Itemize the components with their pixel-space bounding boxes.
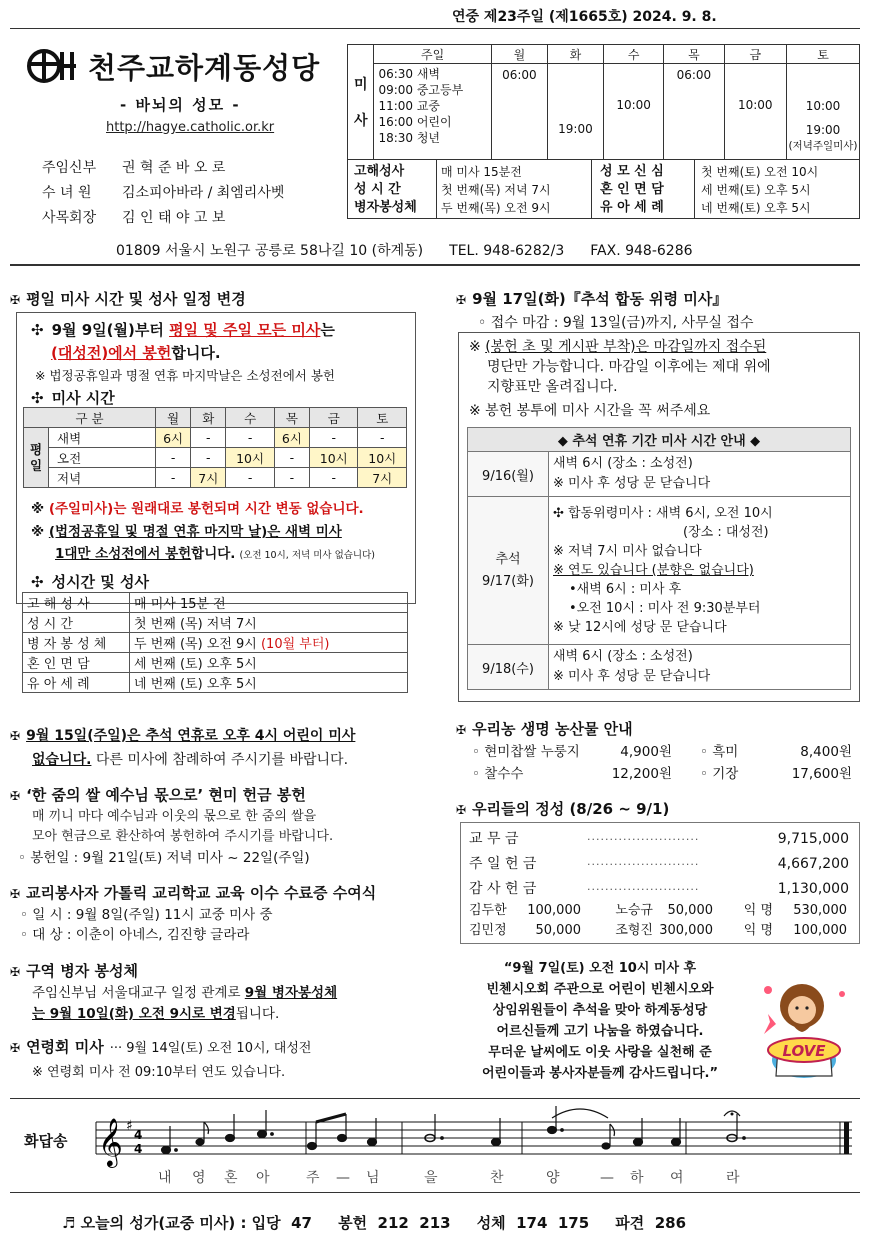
slur-icon bbox=[552, 1109, 608, 1118]
sunday-mass-times: 06:30 새벽 09:00 중고등부 11:00 교중 16:00 어린이 18:30 청년 bbox=[374, 64, 491, 160]
church-url-link[interactable]: http://hagye.catholic.or.kr bbox=[106, 120, 275, 135]
love-text: LOVE bbox=[782, 1042, 826, 1060]
notice-line-1: ✣ 9월 9일(월)부터 평일 및 주일 모든 미사는 bbox=[31, 321, 335, 339]
header-bottom-rule bbox=[10, 264, 860, 266]
memorial-notice: ※ (봉헌 초 및 게시판 부착)은 마감일까지 접수된 명단만 가능합니다. 마감일 이후에는 제대 위에 지향표만 올려집니다. ※ 봉헌 봉투에 미사 시간을 꼭 써주세요 bbox=[469, 339, 771, 419]
offering-title: ✠ 우리들의 정성 (8/26 ~ 9/1) bbox=[456, 800, 670, 818]
psalm-music-staff bbox=[90, 1104, 858, 1186]
music-bottom-rule bbox=[10, 1192, 860, 1193]
svg-text:을: 을 bbox=[424, 1170, 438, 1186]
note-line-2: ※ (법정공휴일 및 명절 연휴 마지막 날)은 새벽 미사 bbox=[31, 524, 342, 540]
union-mass-section: ✠ 연령회 미사 ··· 9월 14일(토) 오전 10시, 대성전 ※ 연령회 미사 전 09:10부터 연도 있습니다. bbox=[10, 1038, 312, 1080]
svg-text:혼: 혼 bbox=[224, 1170, 238, 1186]
svg-text:찬: 찬 bbox=[490, 1170, 504, 1186]
time-sig-bottom: 4 bbox=[134, 1142, 143, 1156]
mass-time-subtitle: ✣ 미사 시간 bbox=[31, 389, 115, 407]
header-rule bbox=[10, 28, 860, 29]
farm-section: ✠ 우리농 생명 농산물 안내 ◦ 현미찹쌀 누룽지 4,900원 ◦ 흑미 8,400원 ◦ 찰수수 12,200원 ◦ 기장 17,600원 bbox=[456, 720, 852, 782]
address-line: 01809 서울시 노원구 공릉로 58나길 10 (하계동) TEL. 948-6282/3 FAX. 948-6286 bbox=[116, 243, 693, 259]
staff-row: 사목회장 김 인 태 야 고 보 bbox=[42, 210, 226, 226]
jesus-cartoon-icon bbox=[750, 976, 858, 1080]
treble-clef-icon: 𝄞 bbox=[98, 1117, 123, 1166]
memorial-section-title: ✠ 9월 17일(화)『추석 합동 위령 미사』 bbox=[456, 290, 728, 308]
svg-text:내: 내 bbox=[158, 1170, 172, 1186]
music-top-rule bbox=[10, 1098, 860, 1099]
sacrament-summary: 고해성사 성 시 간 병자봉성체 매 미사 15분전 첫 번째(목) 저녁 7시 두 번째(목) 오전 9시 성 모 신 심 혼 인 면 담 유 아 세 례 첫 번째(토) 오전 10시 세 번째(토) 오후 5시 네 번째(토) 오후 5시 bbox=[348, 160, 860, 219]
svg-text:영: 영 bbox=[192, 1170, 206, 1186]
children-mass-notice: ✠ 9월 15일(주일)은 추석 연휴로 오후 4시 어린이 미사 없습니다. 다른 미사에 참례하여 주시기를 바랍니다. bbox=[10, 728, 356, 768]
svg-text:라: 라 bbox=[726, 1170, 740, 1186]
offering-row: 주 일 헌 금 ························· 4,667,200 bbox=[469, 856, 849, 872]
cross-logo-icon bbox=[26, 48, 86, 84]
svg-text:아: 아 bbox=[256, 1170, 270, 1186]
rice-offering-section: ✠ ‘한 줌의 쌀 예수님 몫으로’ 현미 헌금 봉헌 매 끼니 마다 예수님과 이웃의 몫으로 한 줌의 쌀을 모아 현금으로 환산하여 봉헌하여 주시기를 바랍니다. ◦ 봉헌일 : 9월 21일(토) 저녁 미사 ~ 22일(주일) bbox=[10, 786, 334, 866]
svg-text:하: 하 bbox=[630, 1170, 644, 1186]
catechist-section: ✠ 교리봉사자 가톨릭 교리학교 교육 이수 수료증 수여식 ◦ 일 시 : 9월 8일(주일) 11시 교중 미사 중 ◦ 대 상 : 이춘이 아네스, 김진향 글라라 bbox=[10, 884, 377, 943]
donor-row: 김민정 50,000 조형진 300,000 익 명 100,000 bbox=[469, 923, 847, 938]
issue-line: 연중 제23주일 (제1665호) 2024. 9. 8. bbox=[452, 9, 717, 25]
sacrament-subtitle: ✣ 성시간 및 성사 bbox=[31, 573, 149, 591]
svg-text:—: — bbox=[600, 1170, 614, 1186]
offering-row: 교 무 금 ························· 9,715,000 bbox=[469, 831, 849, 847]
weekday-notice-box bbox=[16, 312, 416, 604]
church-name: 천주교하계동성당 bbox=[88, 51, 321, 85]
sharp-icon: ♯ bbox=[126, 1118, 133, 1134]
svg-text:—: — bbox=[336, 1170, 350, 1186]
offering-row: 감 사 헌 금 ························· 1,130,000 bbox=[469, 881, 849, 897]
sick-communion-section: ✠ 구역 병자 봉성체 주임신부님 서울대교구 일정 관계로 9월 병자봉성체 는 9월 10일(화) 오전 9시로 변경됩니다. bbox=[10, 962, 338, 1022]
weekday-schedule-table: 구 분 월 화 수 목 금 토 평 일 새벽 6시 - - 6시 - - 오전 - - 10시 - 10시 10시 저녁 - 7시 - - - 7시 bbox=[23, 407, 407, 488]
thanks-message: “9월 7일(토) 오전 10시 미사 후 빈첸시오회 주관으로 어린이 빈첸시오와 상임위원들이 추석을 맞아 하계동성당 어르신들께 고기 나눔을 하였습니다. 무더운 날씨에도 이웃 사랑을 실천해 준 어린이들과 봉사자분들께 감사드립니다.” bbox=[481, 961, 719, 1081]
patron-name: - 바뇌의 성모 - bbox=[120, 96, 241, 114]
notice-line-2: (대성전)에서 봉헌합니다. bbox=[51, 344, 221, 362]
psalm-label: 화답송 bbox=[24, 1132, 68, 1150]
memorial-box bbox=[458, 332, 860, 702]
staff-row: 수 녀 원 김소피아바라 / 최엠리사벳 bbox=[42, 185, 285, 201]
weekday-section-title: ✠ 평일 미사 시간 및 성사 일정 변경 bbox=[10, 290, 246, 308]
church-logo bbox=[26, 48, 86, 84]
sacrament-table: 고 해 성 사 매 미사 15분 전 성 시 간 첫 번째 (목) 저녁 7시 병 자 봉 성 체 두 번째 (목) 오전 9시 (10월 부터) 혼 인 면 담 세 번째 (토) 오후 5시 유 아 세 례 네 번째 (토) 오후 5시 bbox=[22, 592, 408, 693]
donor-row: 김두한 100,000 노승규 50,000 익 명 530,000 bbox=[469, 903, 847, 918]
jesus-love-cartoon bbox=[750, 976, 858, 1080]
staff-row: 주임신부 권 혁 준 바 오 로 bbox=[42, 160, 226, 176]
notice-line-3: ※ 법정공휴일과 명절 연휴 마지막날은 소성전에서 봉헌 bbox=[35, 368, 335, 383]
mass-schedule-table: 미 사 주일 월 화 수 목 금 토 06:30 새벽 09:00 중고등부 11:00 교중 16:00 어린이 18:30 청년 06:00 19:00 10:00 06:00 10:00 10:00 19:00 (저녁주일미사) 고해성사 성 시 간 병자봉성체 매 미사 15분전 첫 번째(목) 저녁 7시 두 번째(목) 오전 9시 성 모 신 심 혼 인 면 담 유 아 세 례 첫 번째(토) 오전 10시 세 번째(토) 오후 5시 네 번째(토) 오후 5시 bbox=[347, 44, 860, 219]
note-line-3: 1대만 소성전에서 봉헌합니다. (오전 10시, 저녁 미사 없습니다) bbox=[55, 546, 375, 562]
staff-list bbox=[42, 156, 284, 231]
svg-text:여: 여 bbox=[670, 1170, 684, 1186]
offering-box bbox=[460, 822, 860, 944]
psalm-lyrics bbox=[158, 1169, 740, 1186]
chuseok-mass-table: ◆ 추석 연휴 기간 미사 시간 안내 ◆ 9/16(월) 새벽 6시 (장소 : 소성전) ※ 미사 후 성당 문 닫습니다 추석 9/17(화) ✣ 합동위령미사 : 새벽 6시, 오전 10시 (장소 : 대성전) ※ 저녁 7시 미사 없습니다 ※ 연도 있습니다 (분향은 없습니다) •새벽 6시 : 미사 후 •오전 10시 : 미사 전 9:30분부터 ※ 낮 12시에 성당 문 닫습니다 9/18(수) 새벽 6시 (장소 : 소성전) ※ 미사 후 성당 문 닫습니다 bbox=[467, 427, 851, 690]
hymn-list: ♬ 오늘의 성가(교중 미사) : 입당 47 봉헌 212 213 성체 174 175 파견 286 bbox=[62, 1214, 687, 1232]
svg-text:양: 양 bbox=[546, 1170, 560, 1186]
svg-text:님: 님 bbox=[366, 1170, 380, 1186]
time-sig-top: 4 bbox=[134, 1128, 143, 1142]
note-line-1: ※ (주일미사)는 원래대로 봉헌되며 시간 변동 없습니다. bbox=[31, 501, 364, 517]
svg-text:주: 주 bbox=[306, 1170, 320, 1186]
memorial-deadline: ◦ 접수 마감 : 9월 13일(금)까지, 사무실 접수 bbox=[478, 315, 754, 331]
